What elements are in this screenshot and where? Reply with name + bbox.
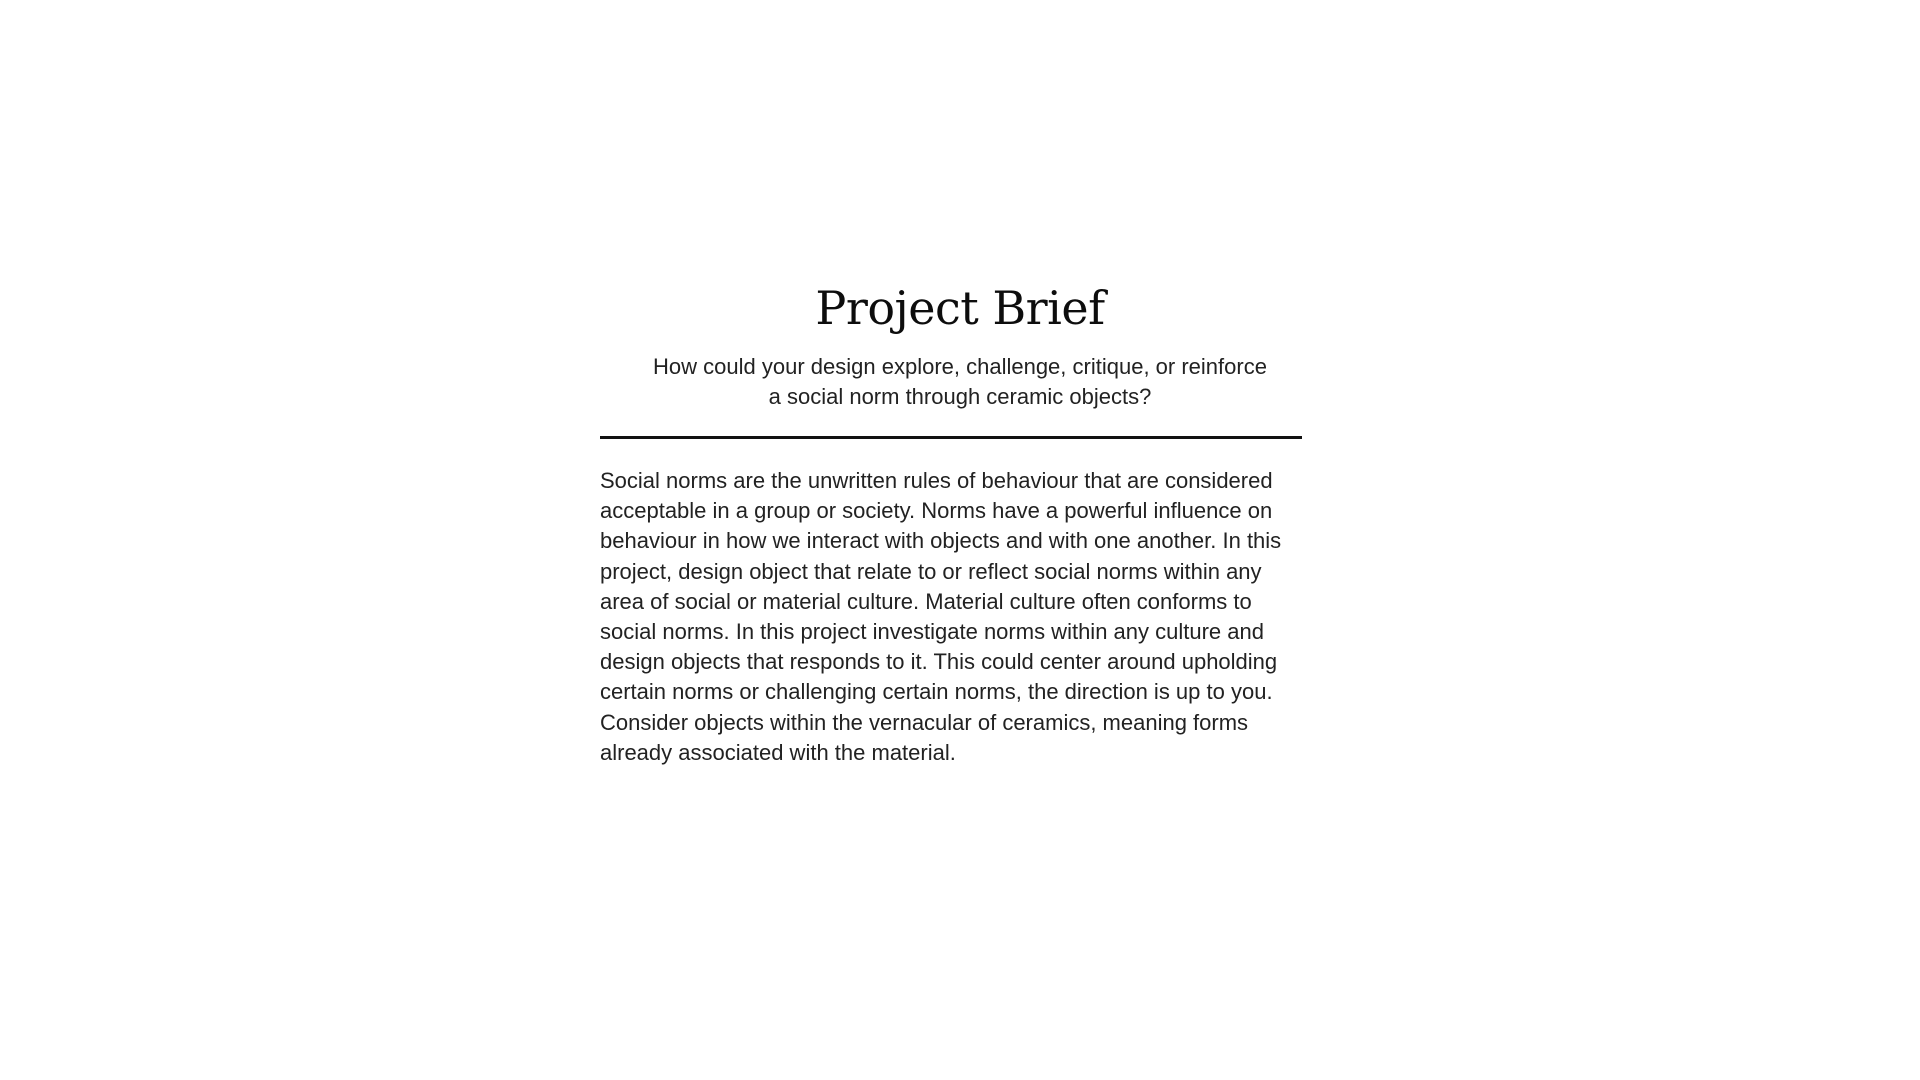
body-line: Social norms are the unwritten rules of behaviour that are considered [600, 468, 1273, 493]
body-line: certain norms or challenging certain norms, the direction is up to you. [600, 679, 1273, 705]
body-line: design objects that responds to it. This could center around upholding [600, 649, 1278, 675]
subtitle-line: a social norm through ceramic objects? [768, 384, 1152, 409]
body-line: already associated with the material. [600, 739, 956, 765]
subtitle-question [0, 352, 1920, 412]
subtitle-line: How could your design explore, challenge, critique, or reinforce [653, 354, 1267, 379]
body-line: behaviour in how we interact with objects and with one another. In this [600, 528, 1282, 554]
body-line: project, design object that relate to or reflect social norms within any [600, 558, 1262, 584]
body-line: Consider objects within the vernacular of ceramics, meaning forms [600, 709, 1249, 735]
page-title: Project Brief [815, 281, 1105, 335]
body-line: social norms. In this project investigate norms within any culture and [600, 619, 1264, 645]
body-line: area of social or material culture. Material culture often conforms to [600, 588, 1252, 614]
divider-line [600, 436, 1302, 439]
body-line: acceptable in a group or society. Norms have a powerful influence on [600, 498, 1273, 524]
body-paragraph [600, 466, 1310, 768]
